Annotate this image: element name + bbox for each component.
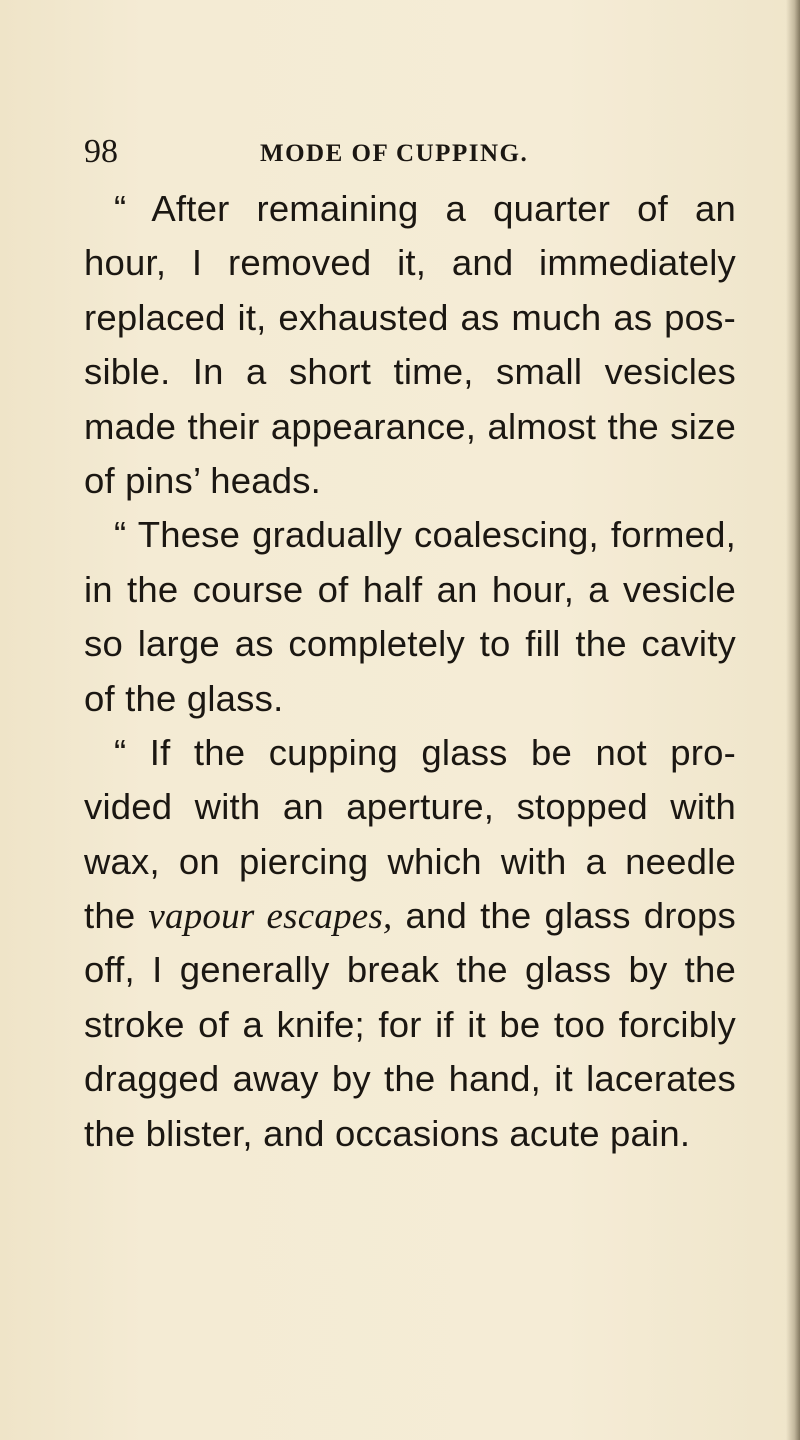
text-line: dragged away by the hand, it lacerates <box>84 1058 736 1100</box>
text-run: the <box>84 895 149 937</box>
text-line: vided with an aperture, stopped with <box>84 786 736 828</box>
text-line: “ After remaining a quarter of an <box>114 188 736 229</box>
text-line: made their appearance, almost the size <box>84 405 736 447</box>
text-line: “ If the cupping glass be not pro- <box>114 731 736 773</box>
text-line: the blister, and occasions acute pain. <box>84 1112 691 1154</box>
text-line: wax, on piercing which with a needle <box>84 840 736 882</box>
running-title: MODE OF CUPPING. <box>260 140 529 167</box>
text-line: of pins’ heads. <box>84 459 322 501</box>
text-line: off, I generally break the glass by the <box>84 949 736 991</box>
text-line: “ These gradually coalescing, formed, <box>114 514 736 556</box>
text-line-with-italic <box>84 889 736 943</box>
text-line: of the glass. <box>84 677 284 719</box>
text-line: replaced it, exhausted as much as pos- <box>84 296 736 338</box>
body-text <box>84 182 736 1161</box>
page-header <box>84 132 724 172</box>
text-line: hour, I removed it, and immediately <box>84 242 736 284</box>
text-line: so large as completely to fill the cavity <box>84 623 736 665</box>
text-line: sible. In a short time, small vesicles <box>84 351 736 393</box>
italic-phrase: vapour escapes, <box>148 896 393 938</box>
text-line: in the course of half an hour, a vesicle <box>84 568 736 610</box>
text-run: and the glass drops <box>392 895 737 937</box>
page-number: 98 <box>84 133 118 170</box>
page-edge-shadow <box>786 0 800 1440</box>
text-line: stroke of a knife; for if it be too forcibly <box>84 1003 736 1045</box>
